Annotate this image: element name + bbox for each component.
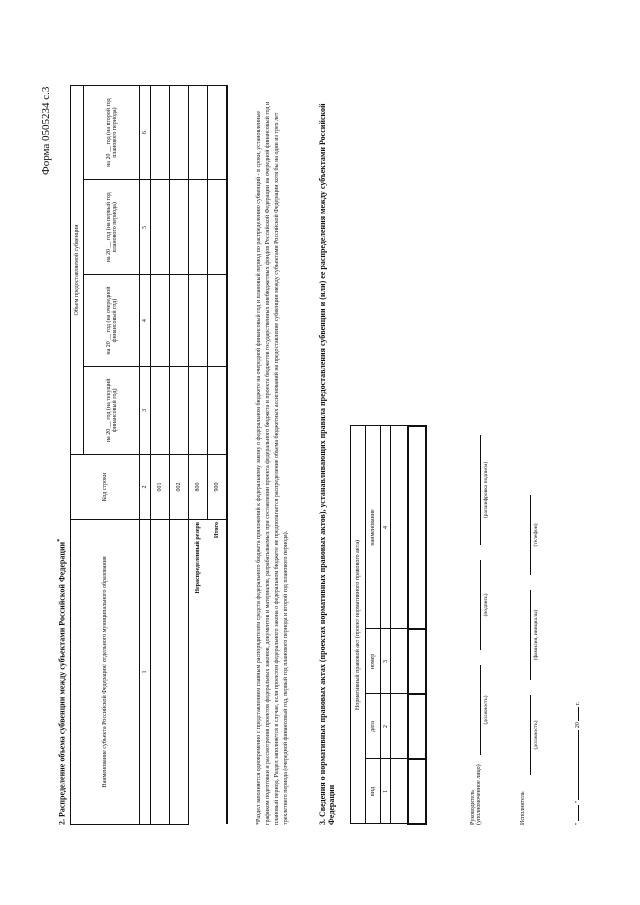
cell-value xyxy=(170,366,189,454)
form-code: Форма 0505234 с.3 xyxy=(40,86,52,175)
col-num: 1 xyxy=(381,759,391,824)
year-prefix: 20 xyxy=(575,722,581,729)
phone-line xyxy=(530,495,531,575)
head-label: Руководитель (уполномоченное лицо) xyxy=(470,764,482,825)
position2-caption: (должность) xyxy=(533,720,539,750)
section2-title-mark: * xyxy=(56,538,63,542)
cell-name xyxy=(151,520,170,825)
col-num: 2 xyxy=(381,694,391,759)
cell-value xyxy=(189,275,208,366)
date-line xyxy=(575,702,581,825)
col-year1-header: на 20 __ год (на текущий финансовый год) xyxy=(84,366,140,454)
cell-number xyxy=(408,629,426,694)
reserve-label: Нераспределенный резерв xyxy=(189,520,208,825)
subvention-distribution-table xyxy=(70,85,228,825)
executor-label: Исполнитель xyxy=(520,791,526,825)
cell-code: 002 xyxy=(170,455,189,520)
cell-value xyxy=(170,180,189,275)
cell-date xyxy=(408,694,426,759)
signature-line xyxy=(480,560,481,650)
col-num: 6 xyxy=(140,86,151,180)
col-num: 4 xyxy=(381,426,391,629)
total-row xyxy=(208,86,228,825)
col-num: 4 xyxy=(140,275,151,366)
position-caption: (должность) xyxy=(483,695,489,725)
day-blank xyxy=(578,805,579,821)
decoding-caption: (расшифровка подписи) xyxy=(483,461,489,519)
col-title-header: наименование xyxy=(366,426,381,629)
date-quote-close: " xyxy=(575,801,581,804)
year-blank xyxy=(578,707,579,721)
cell-value xyxy=(208,366,228,454)
signature-caption: (подпись) xyxy=(483,593,489,617)
reserve-code: 800 xyxy=(189,455,208,520)
date-quote-open: " xyxy=(575,822,581,825)
cell-value xyxy=(189,180,208,275)
cell-number xyxy=(391,629,409,694)
cell-value xyxy=(151,366,170,454)
cell-value xyxy=(189,86,208,180)
col-year4-header: на 20 __ год (на второй год планового периода) xyxy=(84,86,140,180)
cell-value xyxy=(189,366,208,454)
decoding-line xyxy=(480,435,481,545)
month-blank xyxy=(578,730,579,800)
year-suffix: г. xyxy=(575,701,581,706)
col-year3-header: на 20 __ год (на первый год планового периода) xyxy=(84,180,140,275)
phone-caption: (телефон) xyxy=(533,523,539,547)
col-num: 1 xyxy=(140,520,151,825)
cell-value xyxy=(208,86,228,180)
footnote: *Раздел заполняется одновременно с представлением главным распорядителем средств федерального бюджета приложений к федеральному закону о федеральном бюджете на очередной финансовый год и плановый период по распределению субвенций - в сроки, установленные графиком подготовки и рассмотрения проектов федеральных законов, документов и материалов, разрабатываемых при составлении проекта федерального бюджета и проекта бюджетов государственных внебюджетных фондов Российской Федерации на очередной финансовый год и плановый период. Раздел заполняется в случае, если проектом федерального закона о федеральном бюджете не предполагается распределение объема бюджетных ассигнований на предоставление субвенции между субъектами Российской Федерации хотя бы на один из трех лет трехлетнего периода (очередной финансовый год, первый год планового периода и второй год планового периода). xyxy=(256,101,289,825)
table-row xyxy=(151,86,170,825)
position2-line xyxy=(530,695,531,775)
col-num: 3 xyxy=(140,366,151,454)
col-code-header: Код строки xyxy=(71,455,140,520)
cell-kind xyxy=(391,759,409,824)
cell-value xyxy=(151,86,170,180)
total-label: Итого xyxy=(208,520,228,825)
cell-kind xyxy=(408,759,426,824)
col-num: 5 xyxy=(140,180,151,275)
table-row xyxy=(170,86,189,825)
col-date-header: дата xyxy=(366,694,381,759)
cell-value xyxy=(151,180,170,275)
section2-title-text: 2. Распределение объема субвенции между субъектами Российской Федерации xyxy=(57,541,67,825)
position-line xyxy=(480,665,481,755)
cell-value xyxy=(208,180,228,275)
reserve-row xyxy=(189,86,208,825)
cell-code: 001 xyxy=(151,455,170,520)
cell-name xyxy=(170,520,189,825)
section2-title xyxy=(56,539,67,826)
total-code: 900 xyxy=(208,455,228,520)
table-row xyxy=(408,426,426,824)
col-act-header: Нормативный правовой акт (проект нормативного правового акта) xyxy=(351,426,366,824)
name-line xyxy=(530,590,531,680)
cell-value xyxy=(170,275,189,366)
col-name-header: Наименование субъекта Российской Федерации/ отдельного муниципального образования xyxy=(71,520,140,825)
col-year2-header: на 20 __ год (на очередной финансовый год) xyxy=(84,275,140,366)
section3-title: 3. Сведения о нормативных правовых актах (проектах нормативных правовых актов), устанавливающих правила предоставления субвенции и (или) ее распределения между субъектами Российской Федерации xyxy=(318,103,336,825)
table-row xyxy=(391,426,409,824)
cell-title xyxy=(391,426,409,629)
col-volume-header: Объем предоставляемой субвенции xyxy=(71,86,84,455)
name-caption: (фамилия, инициалы) xyxy=(533,609,539,661)
cell-value xyxy=(151,275,170,366)
col-num: 2 xyxy=(140,455,151,520)
cell-date xyxy=(391,694,409,759)
normative-acts-table xyxy=(350,425,427,825)
col-kind-header: вид xyxy=(366,759,381,824)
cell-value xyxy=(208,275,228,366)
col-number-header: номер xyxy=(366,629,381,694)
col-num: 3 xyxy=(381,629,391,694)
cell-value xyxy=(170,86,189,180)
cell-title xyxy=(408,426,426,629)
